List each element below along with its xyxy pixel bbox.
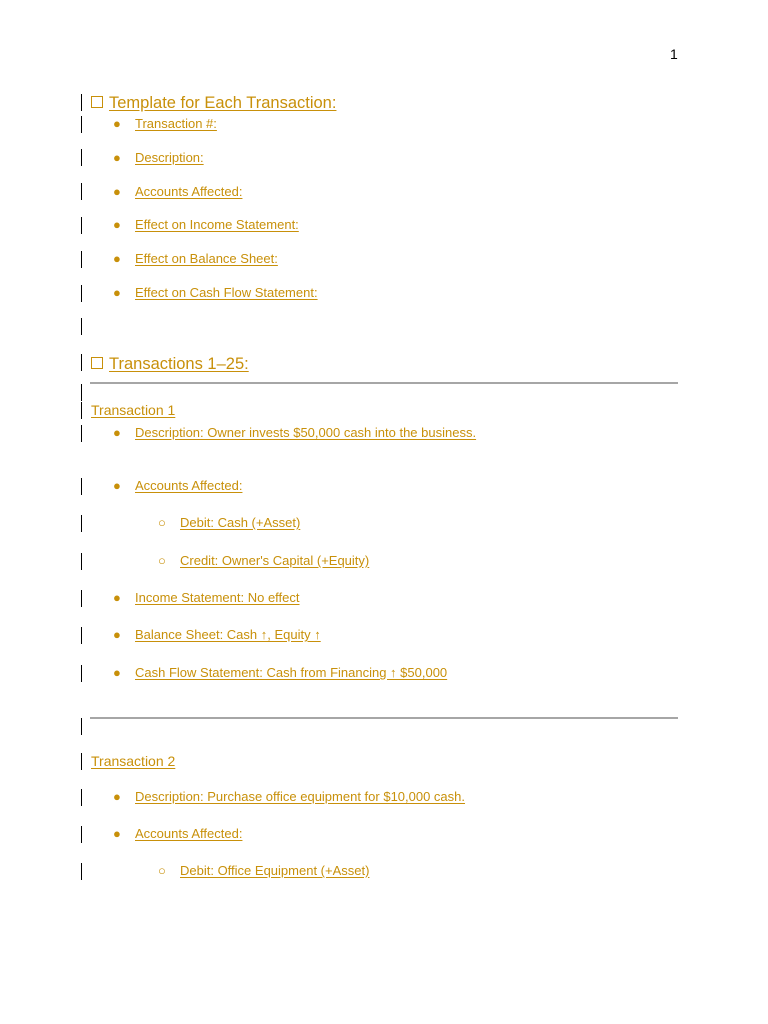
transaction-2-accounts: ● Accounts Affected: xyxy=(113,826,243,841)
bullet-icon: ● xyxy=(113,826,121,841)
transaction-1-debit: ○ Debit: Cash (+Asset) xyxy=(158,515,301,530)
bullet-icon: ● xyxy=(113,184,121,199)
change-bar xyxy=(81,753,82,770)
transaction-1-cash-flow: ● Cash Flow Statement: Cash from Financing ↑ $50,000 xyxy=(113,665,448,680)
transaction-1-income-statement: ● Income Statement: No effect xyxy=(113,590,300,605)
checkbox-icon xyxy=(91,96,103,108)
bullet-icon: ● xyxy=(113,789,121,804)
page-number: 1 xyxy=(670,46,678,62)
change-bar xyxy=(81,718,82,735)
change-bar xyxy=(81,826,82,843)
change-bar xyxy=(81,94,82,111)
change-bar xyxy=(81,627,82,644)
change-bar xyxy=(81,789,82,806)
bullet-icon: ● xyxy=(113,217,121,232)
transaction-2-debit: ○ Debit: Office Equipment (+Asset) xyxy=(158,863,370,878)
bullet-icon: ● xyxy=(113,425,121,440)
template-item: ● Accounts Affected: xyxy=(113,184,243,199)
bullet-icon: ● xyxy=(113,116,121,131)
template-heading: Template for Each Transaction: xyxy=(91,94,336,113)
transaction-1-credit: ○ Credit: Owner's Capital (+Equity) xyxy=(158,553,370,568)
change-bar xyxy=(81,384,82,401)
transaction-1-accounts: ● Accounts Affected: xyxy=(113,478,243,493)
change-bar xyxy=(81,402,82,419)
transaction-1-balance-sheet: ● Balance Sheet: Cash ↑, Equity ↑ xyxy=(113,627,321,642)
change-bar xyxy=(81,863,82,880)
transaction-2-description: ● Description: Purchase office equipment for $10,000 cash. xyxy=(113,789,466,804)
change-bar xyxy=(81,285,82,302)
template-item: ● Effect on Balance Sheet: xyxy=(113,251,278,266)
bullet-icon: ● xyxy=(113,627,121,642)
circle-bullet-icon: ○ xyxy=(158,515,166,530)
circle-bullet-icon: ○ xyxy=(158,863,166,878)
change-bar xyxy=(81,318,82,335)
bullet-icon: ● xyxy=(113,251,121,266)
horizontal-rule xyxy=(90,382,678,384)
change-bar xyxy=(81,478,82,495)
change-bar xyxy=(81,149,82,166)
horizontal-rule xyxy=(90,717,678,719)
template-item: ● Effect on Cash Flow Statement: xyxy=(113,285,318,300)
change-bar xyxy=(81,515,82,532)
template-item: ● Description: xyxy=(113,150,204,165)
bullet-icon: ● xyxy=(113,150,121,165)
change-bar xyxy=(81,251,82,268)
transaction-1-description: ● Description: Owner invests $50,000 cash into the business. xyxy=(113,425,477,440)
template-item: ● Transaction #: xyxy=(113,116,217,131)
bullet-icon: ● xyxy=(113,590,121,605)
change-bar xyxy=(81,217,82,234)
transaction-2-title: Transaction 2 xyxy=(91,753,176,769)
checkbox-icon xyxy=(91,357,103,369)
change-bar xyxy=(81,116,82,133)
bullet-icon: ● xyxy=(113,478,121,493)
change-bar xyxy=(81,425,82,442)
change-bar xyxy=(81,553,82,570)
change-bar xyxy=(81,665,82,682)
circle-bullet-icon: ○ xyxy=(158,553,166,568)
change-bar xyxy=(81,183,82,200)
template-item: ● Effect on Income Statement: xyxy=(113,217,299,232)
bullet-icon: ● xyxy=(113,285,121,300)
change-bar xyxy=(81,590,82,607)
bullet-icon: ● xyxy=(113,665,121,680)
change-bar xyxy=(81,354,82,371)
transaction-1-title: Transaction 1 xyxy=(91,402,176,418)
transactions-heading: Transactions 1–25: xyxy=(91,355,249,374)
